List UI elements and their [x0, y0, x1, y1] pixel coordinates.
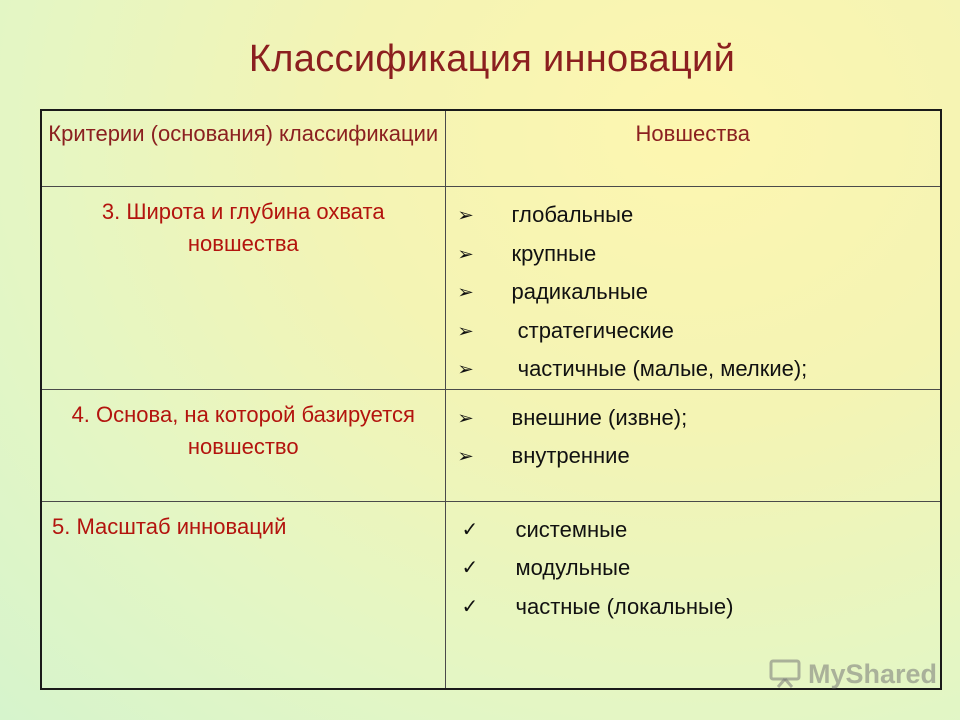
arrow-bullet-icon: ➢ — [456, 446, 474, 467]
slide-title: Классификация инноваций — [248, 38, 736, 80]
watermark-text: MyShared — [808, 658, 938, 689]
list-item: ➢ крупные — [458, 235, 941, 274]
list-item: ✓ системные — [458, 511, 941, 550]
check-bullet-icon: ✓ — [461, 557, 479, 580]
list-item: ➢ внутренние — [458, 437, 941, 476]
check-bullet-icon: ✓ — [461, 595, 479, 618]
list-item: ➢ глобальные — [458, 196, 941, 235]
classification-table — [40, 109, 942, 690]
list-item: ➢ внешние (извне); — [458, 399, 941, 438]
presentation-icon — [768, 659, 802, 689]
items-cell — [445, 389, 941, 501]
items-list — [446, 502, 941, 627]
items-cell — [445, 187, 941, 390]
list-item: ✓ модульные — [458, 549, 941, 588]
arrow-bullet-icon: ➢ — [456, 282, 474, 303]
check-bullet-icon: ✓ — [461, 518, 479, 541]
items-list — [446, 390, 941, 476]
arrow-bullet-icon: ➢ — [456, 359, 474, 380]
watermark — [768, 656, 937, 692]
criterion-cell — [41, 187, 445, 390]
header-criteria: Критерии (основания) классификации — [41, 110, 445, 187]
criterion-cell — [41, 501, 445, 689]
arrow-bullet-icon: ➢ — [456, 243, 474, 264]
table-header-row — [41, 110, 941, 187]
arrow-bullet-icon: ➢ — [456, 320, 474, 341]
criterion-text: 4. Основа, на которой базируется новшество — [71, 401, 415, 459]
criterion-text: 3. Широта и глубина охвата новшества — [101, 199, 385, 256]
list-item: ➢ радикальные — [458, 273, 941, 312]
arrow-bullet-icon: ➢ — [456, 407, 474, 428]
items-list — [446, 187, 941, 389]
list-item: ➢ частичные (малые, мелкие); — [458, 350, 941, 389]
list-item: ✓ частные (локальные) — [458, 588, 941, 627]
table-row — [41, 389, 941, 501]
list-item: ➢ стратегические — [458, 312, 941, 351]
criterion-cell — [41, 389, 445, 501]
header-innovations: Новшества — [445, 110, 941, 187]
criterion-text: 5. Масштаб инноваций — [52, 513, 287, 539]
table-row — [41, 187, 941, 390]
arrow-bullet-icon: ➢ — [456, 205, 474, 226]
